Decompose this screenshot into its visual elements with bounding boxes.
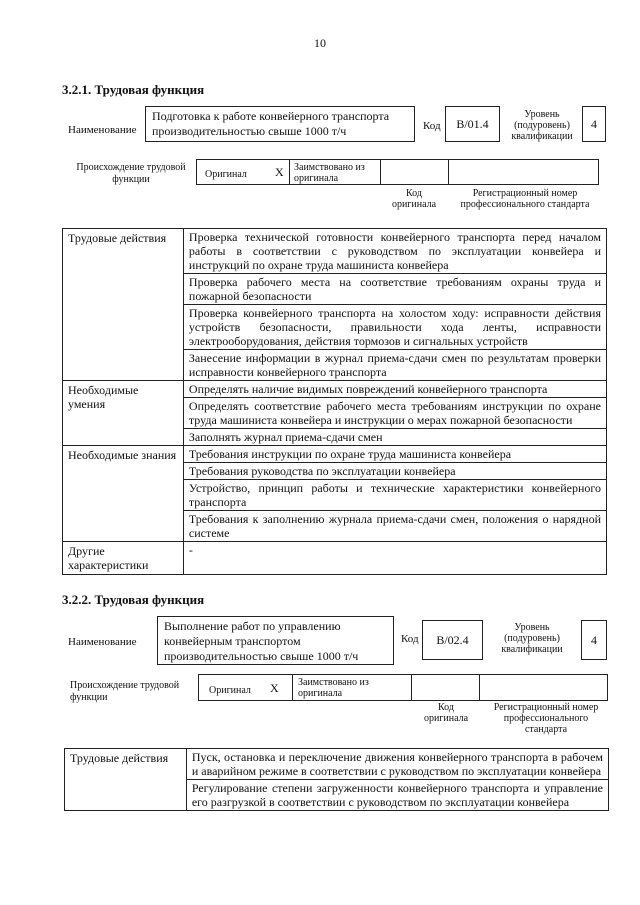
level-field: 4 xyxy=(582,106,606,142)
reg-caption: Регистрационный номер профессионального стандарта xyxy=(493,702,599,735)
table-cell: Требования к заполнению журнала приема-сдачи смен, положения о нарядной системе xyxy=(183,511,606,542)
table-cell: Определять наличие видимых повреждений конвейерного транспорта xyxy=(183,381,606,398)
code-field: B/02.4 xyxy=(422,620,483,660)
function-name-field: Выполнение работ по управлению конвейерным транспортом производительностью свыше 1000 т/ч xyxy=(157,616,394,665)
name-label: Наименование xyxy=(68,124,137,136)
original-label: Оригинал xyxy=(205,169,247,180)
level-field: 4 xyxy=(581,620,607,660)
table-cell: Требования руководства по эксплуатации конвейера xyxy=(183,463,606,480)
original-label: Оригинал xyxy=(209,685,251,696)
table-cell: Требования инструкции по охране труда машиниста конвейера xyxy=(183,446,606,463)
origin-row xyxy=(196,159,599,185)
divider xyxy=(448,160,449,184)
table-cell: Заполнять журнал приема-сдачи смен xyxy=(183,429,606,446)
table-cell: Регулирование степени загруженности конвейерного транспорта и управление его разгрузкой в соответствии с руководством по эксплуатации конвейера xyxy=(186,780,608,811)
function-name-field: Подготовка к работе конвейерного транспорта производительностью свыше 1000 т/ч xyxy=(145,106,415,142)
table-row xyxy=(63,542,607,575)
section-label: Необходимые умения xyxy=(63,381,184,446)
table-cell: Определять соответствие рабочего места требованиям инструкции по охране труда машиниста конвейера и инструкции о мерах пожарной безопасности xyxy=(183,398,606,429)
table-cell: Проверка конвейерного транспорта на холостом ходу: исправности действия устройств безопасности, правильности хода ленты, исправности электрооборудования, действия тормозов и сигнальных устройств xyxy=(183,305,606,350)
code-caption: Код оригинала xyxy=(391,188,437,210)
page-number: 10 xyxy=(314,36,326,50)
table-cell: Пуск, остановка и переключение движения конвейерного транспорта в рабочем и аварийном режиме в соответствии с руководством по эксплуатации конвейера xyxy=(186,749,608,780)
table-cell: Проверка рабочего места на соответствие требованиям охраны труда и пожарной безопасности xyxy=(183,274,606,305)
table-cell: Устройство, принцип работы и технические характеристики конвейерного транспорта xyxy=(183,480,606,511)
level-label: Уровень (подуровень) квалификации xyxy=(501,621,563,655)
origin-row xyxy=(198,674,608,701)
section-label: Трудовые действия xyxy=(65,749,187,811)
name-label: Наименование xyxy=(68,636,137,648)
code-caption: Код оригинала xyxy=(423,702,469,724)
table-cell: Проверка технической готовности конвейерного транспорта перед началом работы в соответствии с руководством по эксплуатации конвейера и инструкций по охране труда машиниста конвейера xyxy=(183,229,606,274)
table-row xyxy=(65,749,609,780)
divider xyxy=(292,675,293,700)
section-heading: 3.2.1. Трудовая функция xyxy=(62,82,205,97)
section-label: Необходимые знания xyxy=(63,446,184,542)
table-row xyxy=(63,446,607,463)
section-label: Трудовые действия xyxy=(63,229,184,381)
table-row xyxy=(63,381,607,398)
borrowed-label: Заимствовано из оригинала xyxy=(298,677,369,699)
reg-caption: Регистрационный номер профессионального стандарта xyxy=(460,188,590,210)
section-label: Другие характеристики xyxy=(63,542,184,575)
divider xyxy=(479,675,480,700)
table-cell: - xyxy=(183,542,606,575)
section-heading: 3.2.2. Трудовая функция xyxy=(62,592,205,607)
original-mark: X xyxy=(275,165,284,179)
divider xyxy=(411,675,412,700)
table-cell: Занесение информации в журнал приема-сдачи смен по результатам проверки исправности конвейерного транспорта xyxy=(183,350,606,381)
origin-label: Происхождение трудовой функции xyxy=(70,680,180,703)
borrowed-label: Заимствовано из оригинала xyxy=(294,162,365,184)
code-field: B/01.4 xyxy=(445,106,500,142)
divider xyxy=(380,160,381,184)
original-mark: X xyxy=(270,681,279,695)
origin-label: Происхождение трудовой функции xyxy=(76,162,186,185)
table-row xyxy=(63,229,607,274)
divider xyxy=(289,160,290,184)
function-table xyxy=(62,228,607,575)
code-label: Код xyxy=(423,120,441,132)
level-label: Уровень (подуровень) квалификации xyxy=(511,108,573,142)
code-label: Код xyxy=(401,633,419,645)
function-table xyxy=(64,748,609,811)
